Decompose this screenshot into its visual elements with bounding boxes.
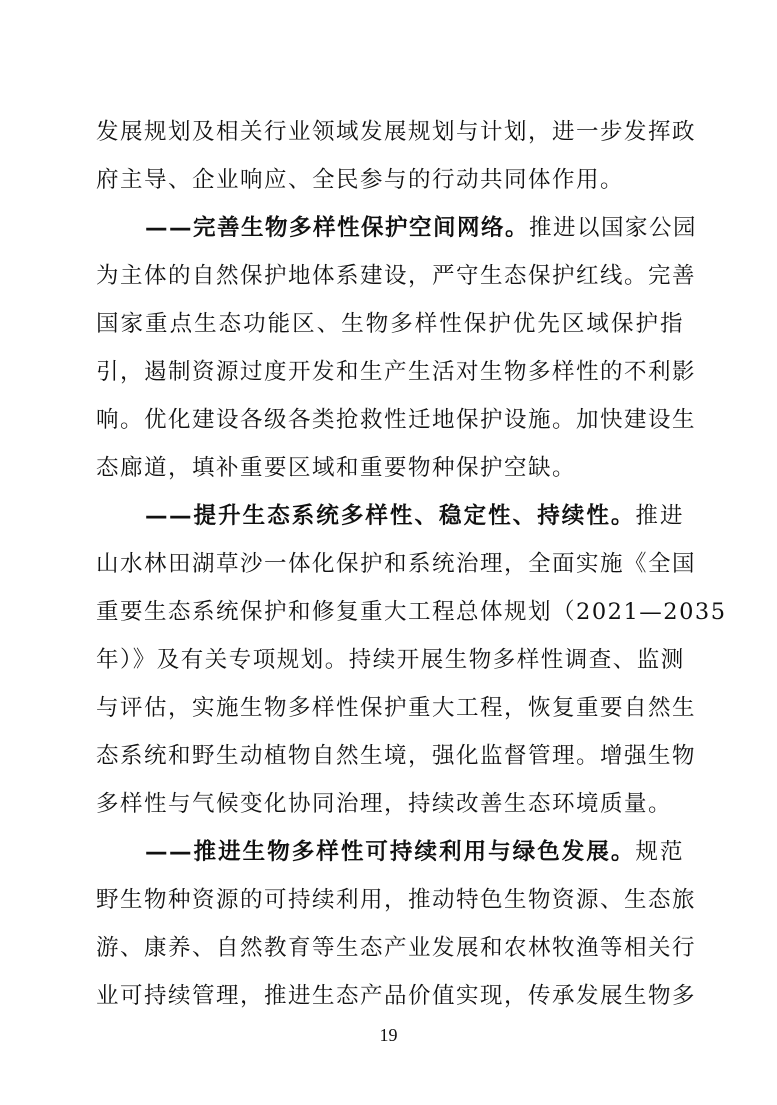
text-line: 年）》及有关专项规划。持续开展生物多样性调查、监测	[96, 647, 685, 673]
section-heading-line	[96, 828, 684, 876]
section-heading: ——提升生态系统多样性、稳定性、持续性。	[145, 503, 636, 529]
text-line: 发展规划及相关行业领域发展规划与计划，进一步发挥政	[96, 119, 697, 145]
text-line: 山水林田湖草沙一体化保护和系统治理，全面实施《全国	[96, 551, 697, 577]
text-line: 态廊道，填补重要区域和重要物种保护空缺。	[96, 455, 577, 481]
text-line: 府主导、企业响应、全民参与的行动共同体作用。	[96, 167, 625, 193]
text-line: 与评估，实施生物多样性保护重大工程，恢复重要自然生	[96, 695, 697, 721]
text-line: 重要生态系统保护和修复重大工程总体规划（2021—2035	[96, 599, 727, 625]
page-number: 19	[379, 1025, 398, 1045]
body-text	[96, 108, 727, 1020]
section-heading: ——完善生物多样性保护空间网络。	[145, 215, 530, 241]
heading-line-continuation: 推进以国家公园	[529, 215, 698, 241]
text-line: 响。优化建设各级各类抢救性迁地保护设施。加快建设生	[96, 407, 697, 433]
text-line: 多样性与气候变化协同治理，持续改善生态环境质量。	[96, 791, 673, 817]
section-heading-line	[96, 204, 698, 252]
text-line: 态系统和野生动植物自然生境，强化监督管理。增强生物	[96, 743, 697, 769]
text-line: 业可持续管理，推进生态产品价值实现，传承发展生物多	[96, 983, 697, 1009]
heading-line-continuation: 规范	[635, 839, 684, 865]
text-line: 国家重点生态功能区、生物多样性保护优先区域保护指	[96, 311, 684, 337]
text-line: 为主体的自然保护地体系建设，严守生态保护红线。完善	[96, 263, 697, 289]
text-line: 野生物种资源的可持续利用，推动特色生物资源、生态旅	[96, 887, 697, 913]
heading-line-continuation: 推进	[635, 503, 684, 529]
text-line: 游、康养、自然教育等生态产业发展和农林牧渔等相关行	[96, 935, 697, 961]
section-heading: ——推进生物多样性可持续利用与绿色发展。	[145, 839, 636, 865]
section-heading-line	[96, 492, 684, 540]
text-line: 引，遏制资源过度开发和生产生活对生物多样性的不利影	[96, 359, 697, 385]
